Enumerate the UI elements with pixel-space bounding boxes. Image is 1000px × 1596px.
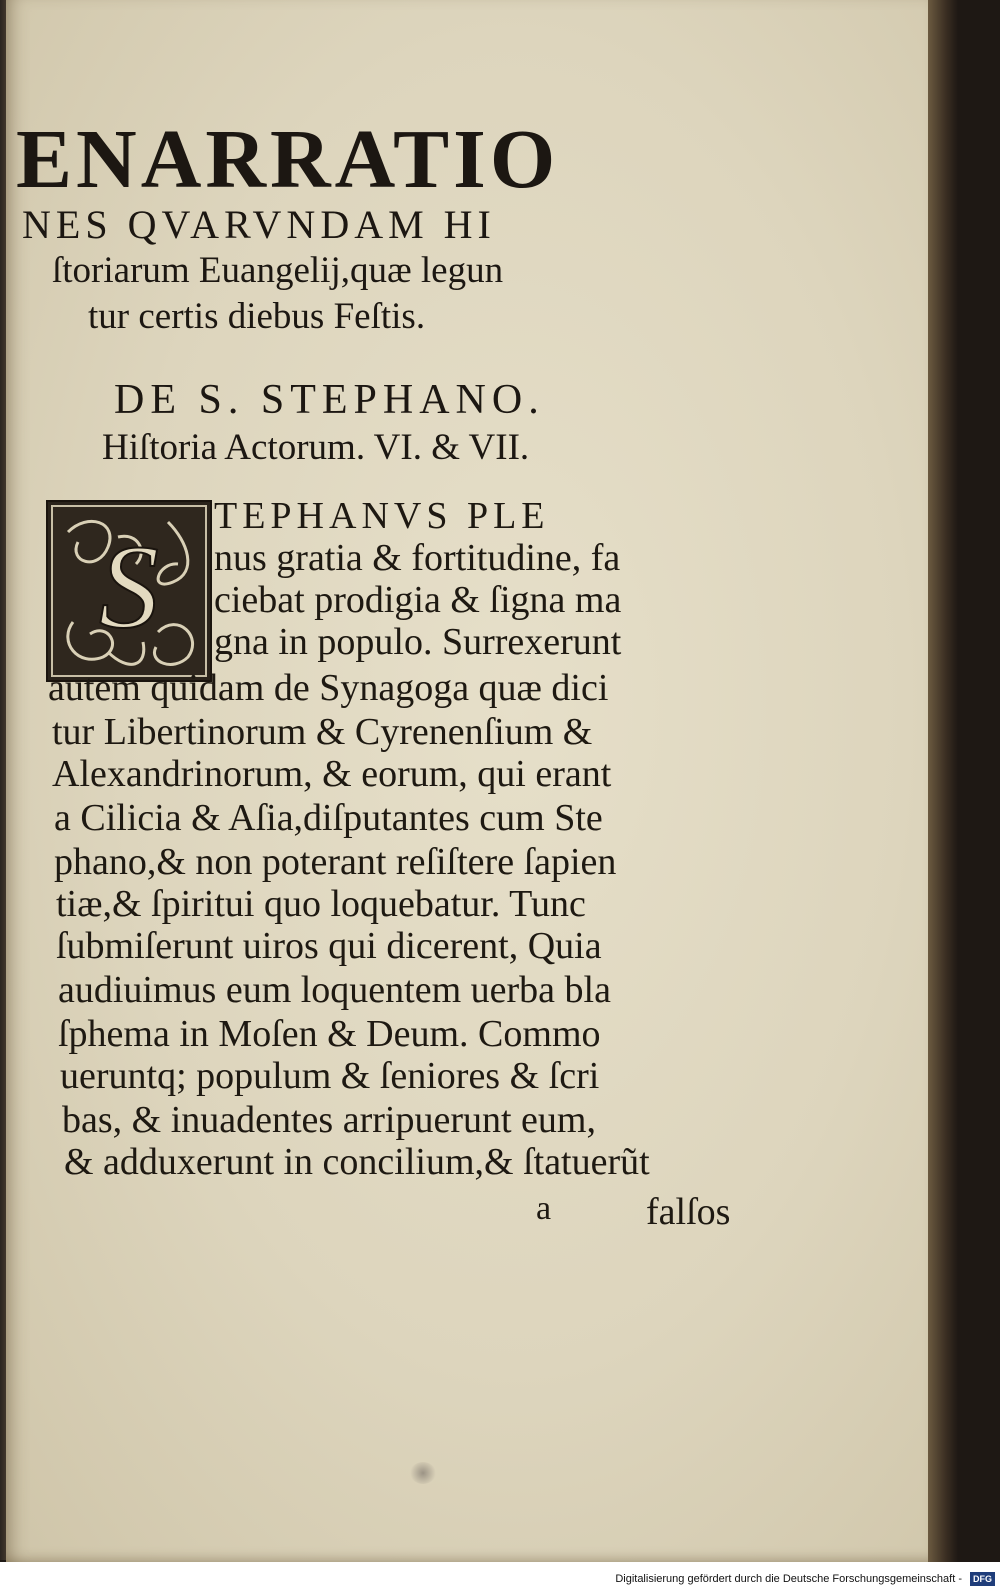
body-line-10: tiæ,& ſpiritui quo loquebatur. Tunc [56,883,586,925]
body-line-8: a Cilicia & Aſia,diſputantes cum Ste [54,797,603,839]
body-line-15: bas, & inuadentes arripuerunt eum, [62,1099,596,1141]
section-heading: DE S. STEPHANO. [114,377,545,423]
book-page [6,0,931,1562]
catchword: falſos [646,1191,731,1233]
title-block [16,113,716,340]
body-line-1: TEPHANVS PLE [214,495,550,537]
body-line-13: ſphema in Moſen & Deum. Commo [58,1013,601,1055]
body-line-12: audiuimus eum loquentem uerba bla [58,969,611,1011]
body-line-14: ueruntq; populum & ſeniores & ſcri [60,1055,600,1097]
footer-credit [612,1570,996,1588]
body-line-7: Alexandrinorum, & eorum, qui erant [52,753,612,795]
body-line-3: ciebat prodigia & ſigna ma [214,579,622,621]
body-line-5: autem quidam de Synagoga quæ dici [48,667,609,709]
body-line-16: & adduxerunt in concilium,& ſtatuerũt [64,1141,650,1183]
page-smudge [410,1462,436,1484]
body-line-4: gna in populo. Surrexerunt [214,621,622,663]
svg-text:S: S [99,520,159,653]
body-line-2: nus gratia & fortitudine, fa [214,537,621,579]
page-edge [928,0,958,1562]
title-line-3: ſtoriarum Euangelij,quæ legun [52,250,504,291]
title-line-2: NES QVARVNDAM HI [22,202,496,247]
signature-mark: a [536,1190,552,1227]
body-line-6: tur Libertinorum & Cyrenenſium & [52,711,593,753]
footer-credit-text: Digitalisierung gefördert durch die Deutsche Forschungsgemeinschaft - [612,1572,965,1586]
section-subheading: Hiſtoria Actorum. VI. & VII. [102,427,530,468]
body-line-9: phano,& non poterant reſiſtere ſapien [54,841,617,883]
title-line-1: ENARRATIO [16,113,560,206]
decorated-initial-s-icon [46,500,212,682]
dfg-logo-icon: DFG [969,1571,996,1587]
title-line-4: tur certis diebus Feſtis. [88,296,426,337]
body-line-11: ſubmiſerunt uiros qui dicerent, Quia [56,925,602,967]
